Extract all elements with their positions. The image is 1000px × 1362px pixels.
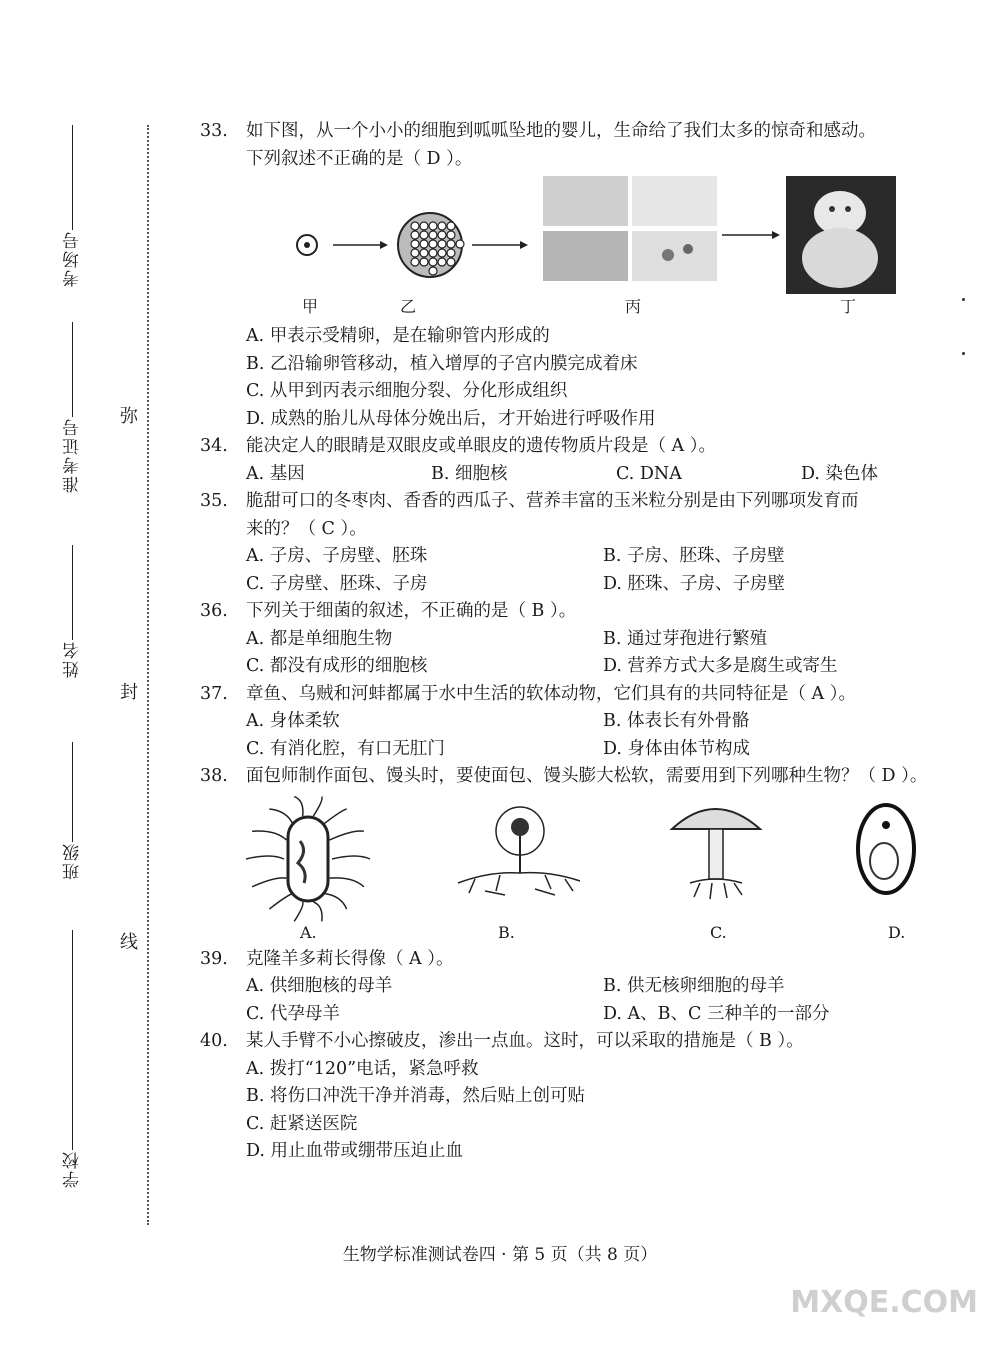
question-number: 38. [200, 766, 228, 786]
option: B. 供无核卵细胞的母羊 [603, 976, 785, 996]
exam-room-field [60, 125, 85, 287]
option: D. A、B、C 三种羊的一部分 [603, 1003, 830, 1024]
organism-figures [200, 791, 960, 946]
option: A. 身体柔软 [246, 711, 340, 731]
options-row [200, 461, 960, 489]
option: B. 通过芽孢进行繁殖 [603, 628, 767, 649]
scan-speck [962, 298, 965, 301]
option: A. 基因 [246, 463, 305, 484]
question-34 [200, 433, 960, 461]
development-figure [200, 173, 960, 323]
question-stem: 克隆羊多莉长得像（ A ）。 [246, 948, 454, 969]
question-number: 34. [200, 436, 228, 456]
field-label: 准考证号 [63, 417, 83, 493]
blank-line [72, 545, 73, 640]
bacterium-image [246, 796, 370, 921]
figure-label: B. [498, 922, 515, 942]
question-number: 39. [200, 948, 228, 969]
question-stem: 面包师制作面包、馒头时，要使面包、馒头膨大松软，需要用到下列哪种生物？（ D ）。 [246, 766, 928, 786]
figure-label: 丁 [840, 297, 857, 316]
field-label: 班级 [63, 842, 83, 880]
class-field [60, 742, 85, 880]
options-row [200, 626, 960, 654]
question-stem: 下列关于细菌的叙述，不正确的是（ B ）。 [246, 601, 577, 621]
name-field [60, 545, 85, 678]
option: C. 代孕母羊 [246, 1003, 340, 1024]
option: B. 细胞核 [431, 463, 508, 484]
option: C. 有消化腔，有口无肛门 [246, 738, 445, 759]
blank-line [72, 742, 73, 842]
option: B. 将伤口冲洗干净并消毒，然后贴上创可贴 [246, 1086, 585, 1106]
figure-label: 甲 [302, 297, 319, 316]
option: A. 供细胞核的母羊 [246, 976, 393, 996]
options-row [200, 708, 960, 736]
options-row [200, 653, 960, 681]
option: C. 子房壁、胚珠、子房 [246, 573, 428, 594]
zygote-image [297, 235, 317, 255]
option: A. 拨打“120”电话，紧急呼救 [246, 1058, 479, 1079]
option: D. 用止血带或绷带压迫止血 [246, 1141, 464, 1161]
option: D. 营养方式大多是腐生或寄生 [603, 656, 838, 676]
blank-line [72, 930, 73, 1150]
seal-char: 弥 [120, 406, 138, 427]
field-label: 姓名 [63, 640, 83, 678]
blank-line [72, 322, 73, 417]
question-number: 37. [200, 683, 228, 704]
mushroom-image [672, 809, 760, 899]
option: A. 子房、子房壁、胚珠 [246, 546, 428, 566]
question-stem: 某人手臂不小心擦破皮，渗出一点血。这时，可以采取的措施是（ B ）。 [246, 1031, 804, 1051]
question-35 [200, 488, 960, 543]
scan-speck [962, 352, 965, 355]
option: C. 赶紧送医院 [246, 1113, 358, 1134]
options-row [200, 571, 960, 599]
baby-photo [786, 176, 896, 294]
option: B. 子房、胚珠、子房壁 [603, 546, 785, 566]
option: D. 染色体 [801, 463, 879, 484]
option: C. DNA [616, 463, 682, 484]
options-row [200, 543, 960, 571]
question-38 [200, 763, 960, 791]
field-label: 学校 [63, 1150, 83, 1188]
stem-line: 如下图，从一个小小的细胞到呱呱坠地的婴儿，生命给了我们太多的惊奇和感动。 [246, 121, 876, 141]
embryo-cell-ball-image [398, 213, 464, 277]
page-footer: 生物学标准测试卷四 · 第 5 页（共 8 页） [342, 1245, 658, 1265]
options-row [200, 1001, 960, 1029]
tissue-images [543, 176, 717, 281]
figure-label: 乙 [400, 297, 417, 316]
stem-line: 脆甜可口的冬枣肉、香香的西瓜子、营养丰富的玉米粒分别是由下列哪项发育而 [246, 491, 859, 511]
question-content [200, 118, 960, 1166]
question-number: 35. [200, 491, 228, 511]
watermark-logo: MXQE.COM [790, 1285, 978, 1320]
question-stem: 能决定人的眼睛是双眼皮或单眼皮的遗传物质片段是（ A ）。 [246, 436, 717, 456]
option: D. 成熟的胎儿从母体分娩出后，才开始进行呼吸作用 [246, 408, 656, 429]
option: B. 体表长有外骨骼 [603, 711, 750, 731]
question-36 [200, 598, 960, 626]
options-row [200, 736, 960, 764]
option: B. 乙沿输卵管移动，植入增厚的子宫内膜完成着床 [246, 353, 638, 374]
question-stem [246, 488, 960, 543]
option: D. 身体由体节构成 [603, 738, 751, 759]
seal-char: 线 [120, 932, 138, 953]
option: D. 胚珠、子房、子房壁 [603, 573, 786, 594]
question-37 [200, 681, 960, 709]
cut-line [147, 125, 149, 1225]
mold-image [458, 807, 580, 895]
ticket-number-field [60, 322, 85, 493]
figure-label: C. [710, 922, 727, 942]
options-row [200, 973, 960, 1001]
question-40 [200, 1028, 960, 1056]
figure-label: D. [888, 922, 906, 942]
figure-label: 丙 [625, 297, 642, 316]
option: A. 都是单细胞生物 [246, 628, 393, 649]
question-33 [200, 118, 960, 173]
question-stem: 章鱼、乌贼和河蚌都属于水中生活的软体动物，它们具有的共同特征是（ A ）。 [246, 683, 857, 704]
yeast-cell-image [858, 805, 914, 893]
question-stem [246, 118, 960, 173]
option: A. 甲表示受精卵，是在输卵管内形成的 [246, 326, 550, 346]
option: C. 都没有成形的细胞核 [246, 656, 428, 676]
stem-line: 下列叙述不正确的是（ D ）。 [246, 148, 473, 169]
question-number: 40. [200, 1031, 228, 1051]
school-field [60, 930, 85, 1188]
option: C. 从甲到丙表示细胞分裂、分化形成组织 [246, 381, 568, 401]
question-number: 36. [200, 601, 228, 621]
seal-char: 封 [120, 682, 138, 703]
stem-line: 来的？（ C ）。 [246, 518, 367, 539]
blank-line [72, 125, 73, 230]
question-39 [200, 946, 960, 974]
question-number: 33. [200, 121, 228, 141]
field-label: 考场号 [63, 230, 83, 287]
figure-label: A. [300, 922, 317, 942]
